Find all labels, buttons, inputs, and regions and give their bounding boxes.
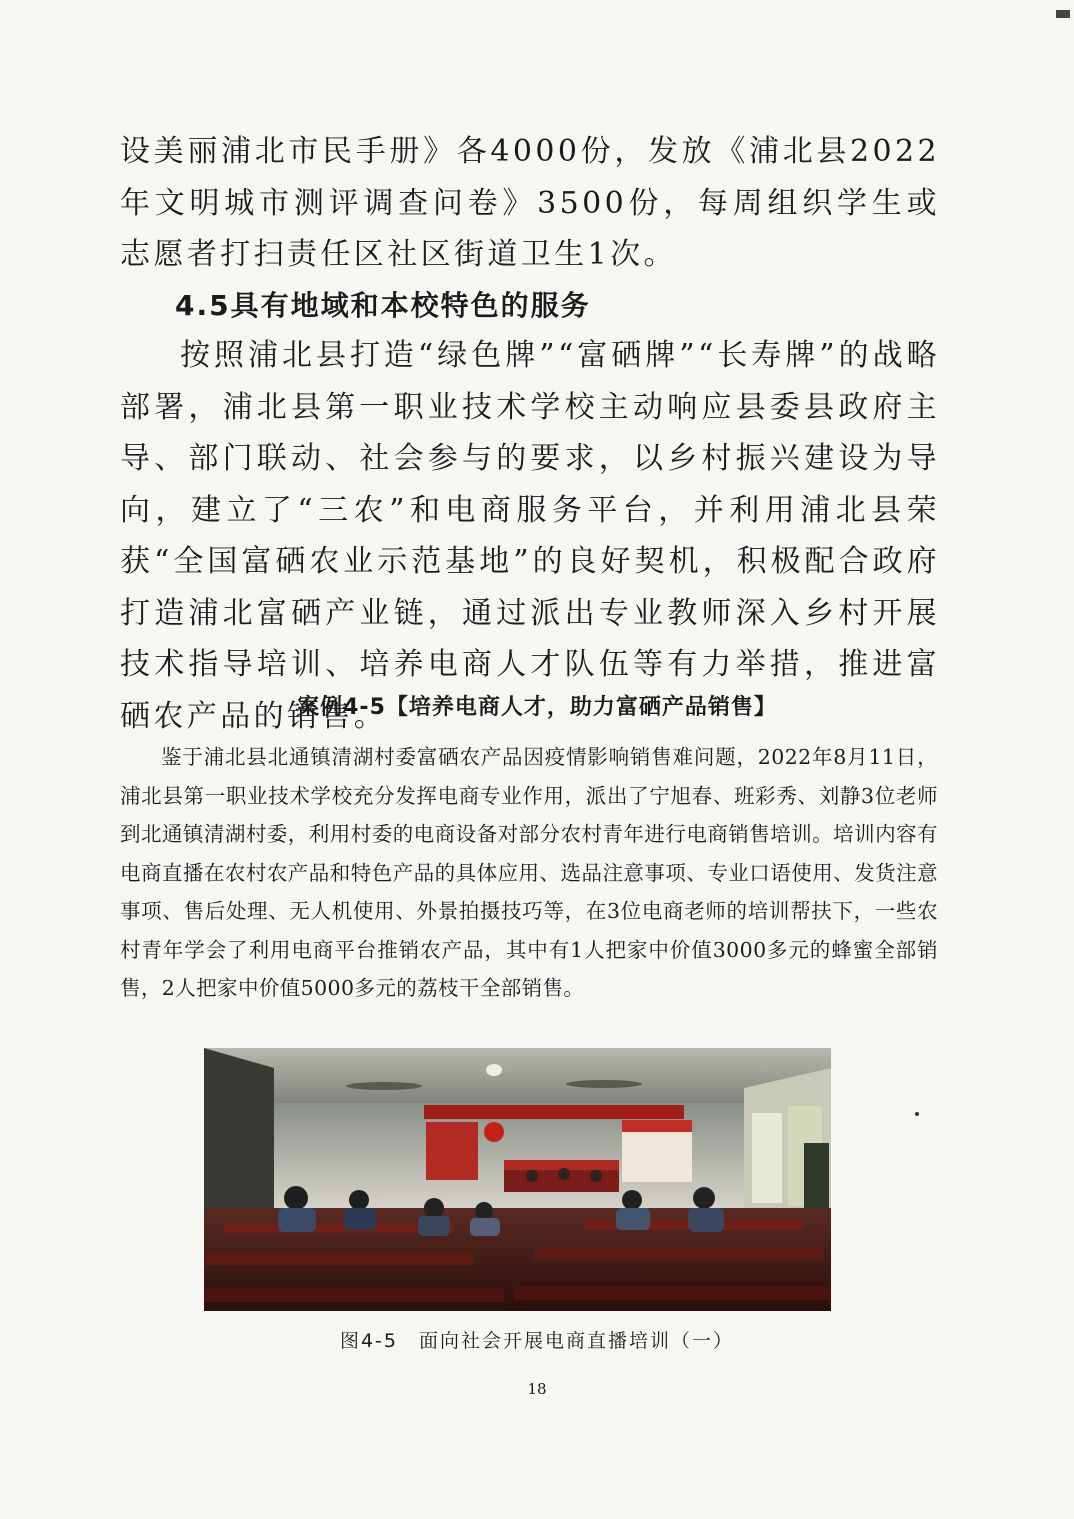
page-number: 18 <box>527 1380 547 1398</box>
paragraph-continuation: 设美丽浦北市民手册》各4000份，发放《浦北县2022年文明城市测评调查问卷》3500份，每周组织学生或志愿者打扫责任区社区街道卫生1次。 <box>120 134 940 272</box>
scan-speck <box>1056 10 1070 18</box>
case-title: 案例4-5【培养电商人才，助力富硒产品销售】 <box>297 695 777 720</box>
scan-speck <box>915 1112 919 1116</box>
figure-caption: 图4-5 面向社会开展电商直播培训（一） <box>339 1330 735 1352</box>
section-heading: 4.5具有地域和本校特色的服务 <box>175 289 591 322</box>
paragraph-body: 按照浦北县打造“绿色牌”“富硒牌”“长寿牌”的战略部署，浦北县第一职业技术学校主动响应县委县政府主导、部门联动、社会参与的要求，以乡村振兴建设为导向，建立了“三农”和电商服务平台，并利用浦北县荣获“全国富硒农业示范基地”的良好契机，积极配合政府打造浦北富硒产业链，通过派出专业教师深入乡村开展技术指导培训、培养电商人才队伍等有力举措，推进富硒农产品的销售。 <box>120 338 940 734</box>
training-photo <box>204 1048 831 1311</box>
case-body: 鉴于浦北县北通镇清湖村委富硒农产品因疫情影响销售难问题，2022年8月11日，浦北县第一职业技术学校充分发挥电商专业作用，派出了宁旭春、班彩秀、刘静3位老师到北通镇清湖村委，利用村委的电商设备对部分农村青年进行电商销售培训。培训内容有电商直播在农村农产品和特色产品的具体应用、选品注意事项、专业口语使用、发货注意事项、售后处理、无人机使用、外景拍摄技巧等，在3位电商老师的培训帮扶下，一些农村青年学会了利用电商平台推销农产品，其中有1人把家中价值3000多元的蜂蜜全部销售，2人把家中价值5000多元的荔枝干全部销售。 <box>120 745 938 1000</box>
